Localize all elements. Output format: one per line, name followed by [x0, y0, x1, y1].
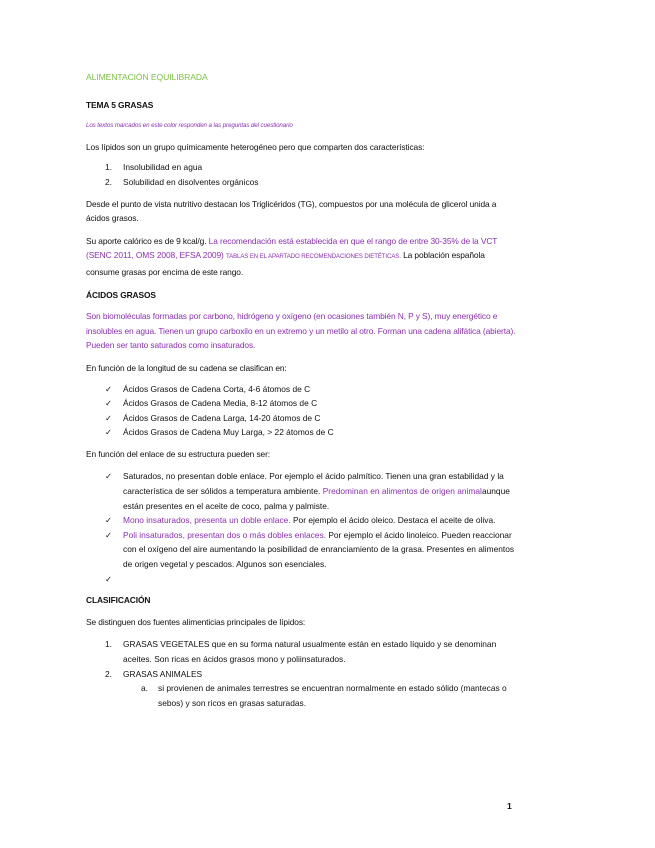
fatty-acids-definition: Son biomoléculas formadas por carbono, hidrógeno y oxígeno (en ocasiones también N, P y S), muy energético e insolubles en agua. Tienen un grupo carboxilo en un extremo y un metilo al otro. Forman una cadena alifática (abierta). Pueden ser tanto saturados como insaturados.: [86, 311, 516, 351]
mono-highlight: Mono insaturados, presenta un doble enlace.: [123, 515, 291, 526]
list-item-saturated: [86, 469, 516, 513]
classification-heading: CLASIFICACIÓN: [86, 595, 151, 606]
check-icon: ✓: [105, 383, 113, 394]
caloric-paragraph: [86, 234, 516, 280]
list-item-text: Ácidos Grasos de Cadena Muy Larga, > 22 átomos de C: [123, 427, 334, 438]
saturated-text-end: aunque están presentes en el aceite de coco, palma y palmiste.: [123, 486, 510, 511]
chain-length-list: [86, 382, 516, 440]
poly-highlight: Poli insaturados, presentan dos o más dobles enlaces.: [123, 529, 326, 540]
list-item: [86, 175, 516, 190]
characteristics-list: [86, 160, 516, 189]
poly-text: Por ejemplo el ácido linoleico. Pueden reaccionar con el oxígeno del aire aumentando la posibilidad de enranciamiento de la grasa. Presentes en alimentos de origen vegetal y pescados. Algunos son esenciales.: [123, 529, 515, 570]
nutritional-text: Desde el punto de vista nutritivo destacan los Triglicéridos (TG), compuestos por una molécula de glicerol unida a ácidos grasos.: [86, 198, 497, 224]
saturated-text: Saturados, no presentan doble enlace. Por ejemplo el ácido palmítico. Tienen una gran estabilidad y la característica de ser sólidos a temperatura ambiente.: [123, 471, 504, 497]
list-item: [86, 637, 516, 666]
list-item-text: Ácidos Grasos de Cadena Larga, 14-20 átomos de C: [123, 412, 321, 423]
list-item-label: GRASAS VEGETALES: [123, 639, 210, 650]
list-item-label: GRASAS ANIMALES: [123, 668, 203, 679]
list-item-text: Insolubilidad en agua: [123, 162, 203, 173]
fatty-acids-heading: ÁCIDOS GRASOS: [86, 289, 156, 300]
check-icon: ✓: [105, 412, 113, 423]
list-item-text: que en su forma natural usualmente están en estado líquido y se denominan aceites. Son ricas en ácidos grasos mono y poliinsaturados.: [123, 639, 497, 664]
list-item: [86, 425, 516, 440]
list-item: [86, 396, 516, 411]
topic-heading: TEMA 5 GRASAS: [86, 99, 154, 110]
bond-intro: En función del enlace de su estructura pueden ser:: [86, 448, 271, 459]
population-text: La población española consume grasas por encima de este rango.: [86, 250, 485, 277]
list-item: [86, 667, 516, 682]
list-item: [86, 382, 516, 397]
list-number: 2.: [105, 668, 112, 679]
sources-list: [86, 637, 516, 681]
check-icon: ✓: [105, 427, 113, 438]
mono-text: Por ejemplo el ácido oleico. Destaca el aceite de oliva.: [292, 515, 496, 526]
saturated-highlight: Predominan en alimentos de origen animal: [322, 486, 482, 497]
intro-text: Los lípidos son un grupo químicamente heterogéneo pero que comparten dos características:: [86, 141, 425, 152]
list-item-text: Ácidos Grasos de Cadena Corta, 4-6 átomos de C: [123, 383, 311, 394]
list-number: 2.: [105, 176, 112, 187]
sub-list-text: si provienen de animales terrestres se encuentran normalmente en estado sólido (mantecas o sebos) y son ricos en grasas saturadas.: [158, 683, 507, 708]
list-item-text: Ácidos Grasos de Cadena Media, 8-12 átomos de C: [123, 398, 318, 409]
list-item-text: Solubilidad en disolventes orgánicos: [123, 176, 259, 187]
list-number: 1.: [105, 162, 112, 173]
caloric-text: Su aporte calórico es de 9 kcal/g.: [86, 235, 207, 246]
sub-list-letter: a.: [141, 683, 148, 694]
document-page: [86, 70, 516, 710]
recommendation-text: La recomendación está establecida en que el rango de entre 30-35% de la VCT (SENC 2011, OMS 2008, EFSA 2009): [86, 235, 498, 261]
list-item-empty: [86, 572, 516, 587]
check-icon: ✓: [105, 573, 113, 584]
list-item: [86, 160, 516, 175]
list-item-poly: [86, 528, 516, 572]
color-note: Los textos marcados en este color responden a las preguntas del cuestionario: [86, 122, 293, 130]
page-number: 1: [507, 801, 512, 811]
list-number: 1.: [105, 639, 112, 650]
tables-reference: TABLAS EN EL APARTADO RECOMENDACIONES DIETÉTICAS.: [225, 253, 401, 261]
list-item-mono: [86, 513, 516, 528]
bond-type-list: [86, 469, 516, 586]
list-item: [86, 411, 516, 426]
check-icon: ✓: [105, 398, 113, 409]
check-icon: ✓: [105, 515, 113, 526]
classification-intro: Se distinguen dos fuentes alimenticias principales de lípidos:: [86, 616, 306, 627]
sub-list-item: [86, 681, 516, 710]
length-intro: En función de la longitud de su cadena se clasifican en:: [86, 362, 287, 373]
check-icon: ✓: [105, 529, 113, 540]
document-title: ALIMENTACIÓN EQUILIBRADA: [86, 72, 208, 82]
check-icon: ✓: [105, 471, 113, 482]
